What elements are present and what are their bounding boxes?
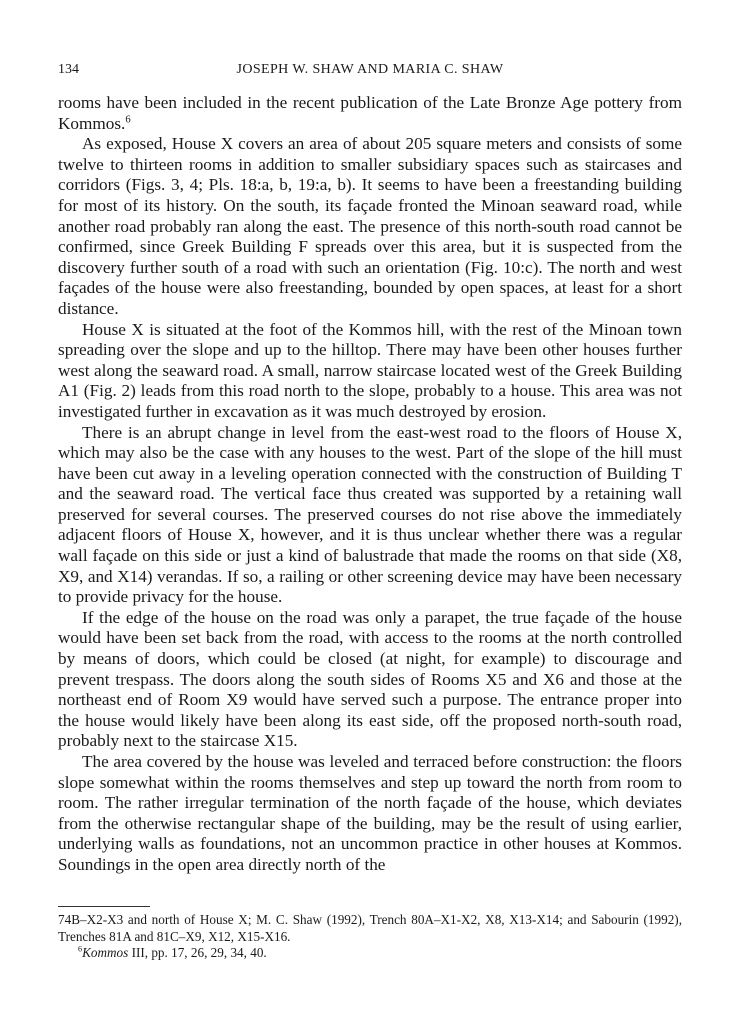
paragraph-4: There is an abrupt change in level from the east-west road to the floors of House X, which may also be the case with any houses to the west. Part of the slope of the hill must have been cut away in a leveling operation connected with the construction of Building T and the seaward road. The vertical face thus created was supported by a retaining wall preserved for several courses. The preserved courses do not rise above the immediately adjacent floors of House X, however, and it is thus unclear whether there was a regular wall façade on this side or just a kind of balustrade that made the rooms on that side (X8, X9, and X14) verandas. If so, a railing or other screening device may have been necessary to provide privacy for the house. xyxy=(58,422,682,607)
footnote-6-title: Kommos xyxy=(82,945,129,961)
page-number: 134 xyxy=(58,62,79,77)
body-text xyxy=(58,93,682,876)
footnote-ref-6: 6 xyxy=(125,113,131,125)
paragraph-1 xyxy=(58,93,682,134)
paragraph-1-text: rooms have been included in the recent publication of the Late Bronze Age pottery from Kommos. xyxy=(58,93,682,133)
footnote-6-text: III, pp. 17, 26, 29, 34, 40. xyxy=(128,945,267,961)
footnote-6-number: 6 xyxy=(78,944,83,954)
paragraph-5: If the edge of the house on the road was only a parapet, the true façade of the house would have been set back from the road, with access to the rooms at the north controlled by means of doors, which could be closed (at night, for example) to discourage and prevent trespass. The doors along the south sides of Rooms X5 and X6 and those at the northeast end of Room X9 would have served such a purpose. The entrance proper into the house would likely have been along its east side, off the proposed north-south road, probably next to the staircase X15. xyxy=(58,607,682,751)
paragraph-6: The area covered by the house was leveled and terraced before construction: the floors slope somewhat within the rooms themselves and step up toward the north from room to room. The rather irregular termination of the north façade of the house, which deviates from the otherwise rectangular shape of the building, may be the result of using earlier, underlying walls as foundations, not an uncommon practice in other houses at Kommos. Soundings in the open area directly north of the xyxy=(58,752,682,874)
footnote-divider xyxy=(58,906,150,907)
footnote-6 xyxy=(58,945,682,962)
paragraph-3: House X is situated at the foot of the Kommos hill, with the rest of the Minoan town spreading over the slope and up to the hilltop. There may have been other houses further west along the seaward road. A small, narrow staircase located west of the Greek Building A1 (Fig. 2) leads from this road north to the slope, probably to a house. This area was not investigated further in excavation as it was much destroyed by erosion. xyxy=(58,319,682,421)
running-title: JOSEPH W. SHAW AND MARIA C. SHAW xyxy=(236,62,504,77)
paragraph-2: As exposed, House X covers an area of about 205 square meters and consists of some twelve to thirteen rooms in addition to smaller subsidiary spaces such as staircases and corridors (Figs. 3, 4; Pls. 18:a, b, 19:a, b). It seems to have been a freestanding building for most of its history. On the south, its façade fronted the Minoan seaward road, while another road probably ran along the east. The presence of this north-south road cannot be confirmed, since Greek Building F spreads over this area, but it is suspected from the discovery further south of a road with such an orientation (Fig. 10:c). The north and west façades of the house were also freestanding, bounded by open spaces, at least for a short distance. xyxy=(58,134,682,318)
footnotes xyxy=(58,912,682,962)
footnote-continued: 74B–X2-X3 and north of House X; M. C. Shaw (1992), Trench 80A–X1-X2, X8, X13-X14; and Sabourin (1992), Trenches 81A and 81C–X9, X12, X15-X16. xyxy=(58,912,682,944)
running-head xyxy=(58,62,682,84)
